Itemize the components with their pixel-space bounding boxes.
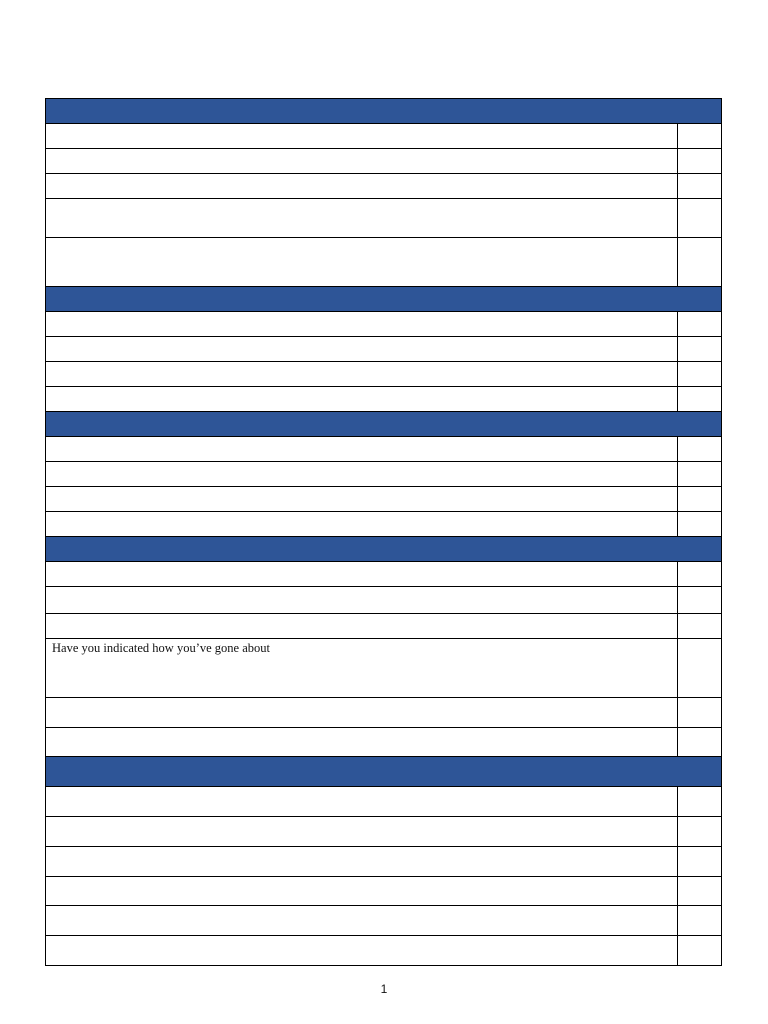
table-row bbox=[46, 877, 722, 906]
question-cell bbox=[46, 462, 678, 487]
table-row bbox=[46, 149, 722, 174]
section-header bbox=[46, 287, 722, 312]
question-cell bbox=[46, 877, 678, 906]
check-cell[interactable] bbox=[678, 698, 722, 728]
section-header bbox=[46, 757, 722, 787]
table-row bbox=[46, 587, 722, 614]
question-cell bbox=[46, 238, 678, 287]
section-header-row bbox=[46, 412, 722, 437]
section-header-row bbox=[46, 287, 722, 312]
question-cell bbox=[46, 337, 678, 362]
check-cell[interactable] bbox=[678, 639, 722, 698]
question-cell bbox=[46, 787, 678, 817]
section-header bbox=[46, 537, 722, 562]
question-cell bbox=[46, 124, 678, 149]
question-cell bbox=[46, 174, 678, 199]
question-cell bbox=[46, 847, 678, 877]
check-cell[interactable] bbox=[678, 312, 722, 337]
check-cell[interactable] bbox=[678, 614, 722, 639]
table-row bbox=[46, 462, 722, 487]
check-cell[interactable] bbox=[678, 174, 722, 199]
question-cell bbox=[46, 728, 678, 757]
check-cell[interactable] bbox=[678, 817, 722, 847]
section-header bbox=[46, 412, 722, 437]
table-row bbox=[46, 906, 722, 936]
question-cell bbox=[46, 149, 678, 174]
question-cell bbox=[46, 487, 678, 512]
question-cell bbox=[46, 362, 678, 387]
question-cell bbox=[46, 199, 678, 238]
question-cell bbox=[46, 698, 678, 728]
question-cell bbox=[46, 562, 678, 587]
check-cell[interactable] bbox=[678, 199, 722, 238]
section-header-row bbox=[46, 537, 722, 562]
question-cell bbox=[46, 512, 678, 537]
table-row bbox=[46, 936, 722, 966]
question-cell bbox=[46, 437, 678, 462]
question-cell bbox=[46, 614, 678, 639]
table-row bbox=[46, 728, 722, 757]
check-cell[interactable] bbox=[678, 587, 722, 614]
table-row bbox=[46, 487, 722, 512]
question-cell bbox=[46, 387, 678, 412]
check-cell[interactable] bbox=[678, 936, 722, 966]
check-cell[interactable] bbox=[678, 387, 722, 412]
question-cell bbox=[46, 312, 678, 337]
checklist-table bbox=[45, 98, 722, 966]
table-row bbox=[46, 847, 722, 877]
table-row bbox=[46, 512, 722, 537]
table-row bbox=[46, 199, 722, 238]
table-row bbox=[46, 362, 722, 387]
table-row bbox=[46, 562, 722, 587]
table-row bbox=[46, 337, 722, 362]
check-cell[interactable] bbox=[678, 512, 722, 537]
check-cell[interactable] bbox=[678, 149, 722, 174]
table-row bbox=[46, 614, 722, 639]
table-row bbox=[46, 787, 722, 817]
check-cell[interactable] bbox=[678, 124, 722, 149]
check-cell[interactable] bbox=[678, 562, 722, 587]
question-cell bbox=[46, 906, 678, 936]
check-cell[interactable] bbox=[678, 906, 722, 936]
page-number: 1 bbox=[380, 982, 388, 996]
check-cell[interactable] bbox=[678, 337, 722, 362]
section-header-row bbox=[46, 757, 722, 787]
table-row bbox=[46, 174, 722, 199]
check-cell[interactable] bbox=[678, 437, 722, 462]
check-cell[interactable] bbox=[678, 487, 722, 512]
section-header bbox=[46, 99, 722, 124]
question-cell bbox=[46, 817, 678, 847]
table-row bbox=[46, 698, 722, 728]
check-cell[interactable] bbox=[678, 462, 722, 487]
check-cell[interactable] bbox=[678, 847, 722, 877]
question-cell bbox=[46, 936, 678, 966]
check-cell[interactable] bbox=[678, 877, 722, 906]
table-row bbox=[46, 437, 722, 462]
table-row bbox=[46, 238, 722, 287]
check-cell[interactable] bbox=[678, 362, 722, 387]
table-row bbox=[46, 639, 722, 698]
table-row bbox=[46, 817, 722, 847]
check-cell[interactable] bbox=[678, 728, 722, 757]
question-cell bbox=[46, 587, 678, 614]
table-row bbox=[46, 387, 722, 412]
question-cell: Have you indicated how you’ve gone about bbox=[46, 639, 678, 698]
section-header-row bbox=[46, 99, 722, 124]
table-row bbox=[46, 124, 722, 149]
check-cell[interactable] bbox=[678, 238, 722, 287]
table-row bbox=[46, 312, 722, 337]
check-cell[interactable] bbox=[678, 787, 722, 817]
